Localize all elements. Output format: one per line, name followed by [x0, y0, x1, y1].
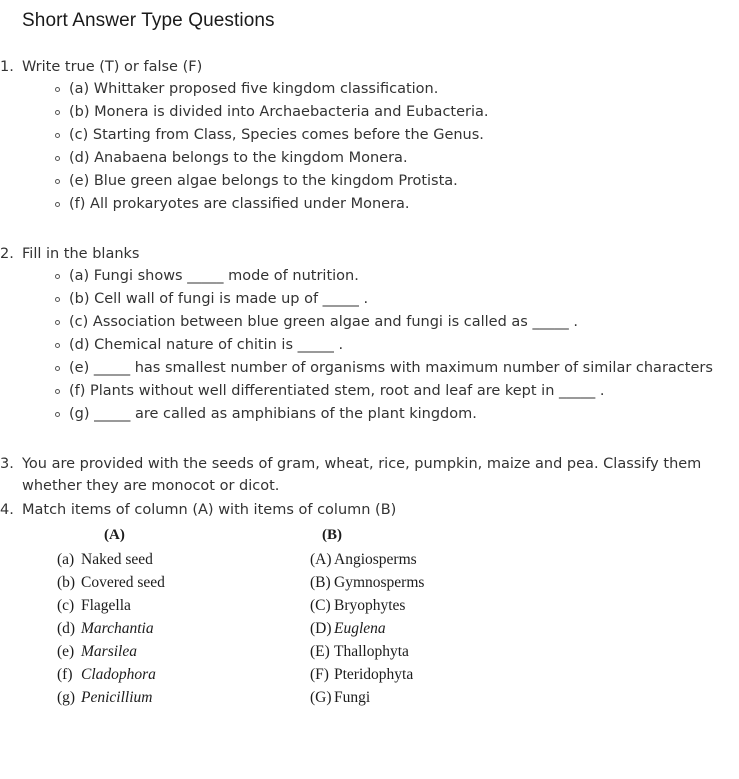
match-cell-column-b-tag: (F) — [310, 666, 329, 683]
question-2-item-e-text: (e) _____ has smallest number of organisms with maximum number of similar characters — [69, 360, 713, 376]
match-cell-column-b-value: Angiosperms — [334, 551, 417, 568]
question-1-text: Write true (T) or false (F) — [22, 59, 203, 75]
bullet-circle-icon — [55, 179, 60, 184]
question-2-text: Fill in the blanks — [22, 246, 140, 262]
question-3-number: 3. — [0, 456, 14, 472]
question-2-item-e — [22, 357, 739, 380]
bullet-circle-icon — [55, 110, 60, 115]
match-cell-column-a-value: Covered seed — [81, 574, 165, 591]
match-cell-column-b — [310, 686, 370, 709]
question-2 — [0, 243, 739, 426]
match-table-header-row — [0, 527, 739, 548]
match-cell-column-a — [57, 686, 152, 709]
question-1-item-d — [22, 147, 739, 170]
question-2-item-g — [22, 403, 739, 426]
match-cell-column-b-tag: (D) — [310, 620, 332, 637]
question-4-text: Match items of column (A) with items of column (B) — [22, 502, 397, 518]
question-1-number: 1. — [0, 59, 14, 75]
match-cell-column-b-tag: (G) — [310, 689, 332, 706]
match-cell-column-b — [310, 663, 413, 686]
match-column-a-header: (A) — [104, 527, 125, 543]
match-cell-column-b-tag: (A) — [310, 551, 332, 568]
match-table-row — [0, 571, 739, 594]
bullet-circle-icon — [55, 366, 60, 371]
bullet-circle-icon — [55, 389, 60, 394]
match-cell-column-b-value: Fungi — [334, 689, 371, 706]
match-cell-column-b-value: Thallophyta — [334, 643, 409, 660]
match-cell-column-a-value: Cladophora — [81, 666, 156, 683]
question-2-item-a-text: (a) Fungi shows _____ mode of nutrition. — [69, 268, 359, 284]
question-1-item-e — [22, 170, 739, 193]
question-1-item-f — [22, 193, 739, 216]
match-cell-column-a — [57, 640, 137, 663]
question-3 — [0, 453, 739, 497]
match-table-row — [0, 594, 739, 617]
match-cell-column-a-value: Flagella — [81, 597, 131, 614]
question-1-subitems — [22, 78, 739, 216]
match-cell-column-a-value: Marsilea — [81, 643, 137, 660]
question-1-item-a-text: (a) Whittaker proposed five kingdom classification. — [69, 81, 439, 97]
question-1-item-c-text: (c) Starting from Class, Species comes before the Genus. — [69, 127, 484, 143]
match-cell-column-b-value: Euglena — [334, 620, 386, 637]
question-2-item-f — [22, 380, 739, 403]
question-2-item-g-text: (g) _____ are called as amphibians of the plant kingdom. — [69, 406, 477, 422]
match-cell-column-b-tag: (E) — [310, 643, 330, 660]
match-cell-column-a-tag: (g) — [57, 689, 76, 706]
match-table-row — [0, 548, 739, 571]
match-cell-column-a — [57, 594, 131, 617]
match-cell-column-b — [310, 617, 386, 640]
question-1-item-b-text: (b) Monera is divided into Archaebacteria and Eubacteria. — [69, 104, 489, 120]
match-cell-column-a — [57, 663, 156, 686]
match-columns-table — [0, 527, 739, 709]
match-cell-column-b-value: Gymnosperms — [334, 574, 425, 591]
question-4-number: 4. — [0, 502, 14, 518]
match-cell-column-a-tag: (f) — [57, 666, 73, 683]
match-cell-column-a-tag: (e) — [57, 643, 75, 660]
match-table-row — [0, 640, 739, 663]
match-column-b-header: (B) — [322, 527, 342, 543]
bullet-circle-icon — [55, 274, 60, 279]
match-cell-column-b — [310, 548, 417, 571]
question-4 — [0, 499, 739, 521]
question-2-item-d — [22, 334, 739, 357]
question-1-item-f-text: (f) All prokaryotes are classified under Monera. — [69, 196, 410, 212]
page-title: Short Answer Type Questions — [22, 10, 275, 31]
match-table-row — [0, 686, 739, 709]
match-cell-column-a-tag: (d) — [57, 620, 76, 637]
question-2-item-b — [22, 288, 739, 311]
match-cell-column-a — [57, 548, 153, 571]
bullet-circle-icon — [55, 133, 60, 138]
question-1-item-a — [22, 78, 739, 101]
match-cell-column-b — [310, 594, 405, 617]
question-3-text: You are provided with the seeds of gram, wheat, rice, pumpkin, maize and pea. Classify them whether they are monocot or dicot. — [22, 456, 702, 494]
question-2-item-d-text: (d) Chemical nature of chitin is _____ . — [69, 337, 344, 353]
question-2-subitems — [22, 265, 739, 426]
match-cell-column-b-tag: (B) — [310, 574, 331, 591]
question-2-number: 2. — [0, 246, 14, 262]
question-1-item-b — [22, 101, 739, 124]
question-1-item-c — [22, 124, 739, 147]
question-2-item-a — [22, 265, 739, 288]
match-cell-column-b — [310, 640, 409, 663]
question-list — [0, 56, 739, 521]
match-cell-column-a-value: Marchantia — [81, 620, 154, 637]
question-1 — [0, 56, 739, 216]
match-cell-column-a-value: Naked seed — [81, 551, 153, 568]
match-table-body — [0, 548, 739, 709]
bullet-circle-icon — [55, 202, 60, 207]
bullet-circle-icon — [55, 297, 60, 302]
match-cell-column-a — [57, 571, 165, 594]
bullet-circle-icon — [55, 343, 60, 348]
match-cell-column-b-value: Pteridophyta — [334, 666, 414, 683]
match-cell-column-b — [310, 571, 424, 594]
match-cell-column-a-tag: (c) — [57, 597, 75, 614]
bullet-circle-icon — [55, 87, 60, 92]
question-1-item-e-text: (e) Blue green algae belongs to the kingdom Protista. — [69, 173, 458, 189]
match-table-row — [0, 663, 739, 686]
match-cell-column-a — [57, 617, 154, 640]
question-2-item-c — [22, 311, 739, 334]
match-cell-column-b-tag: (C) — [310, 597, 331, 614]
match-cell-column-b-value: Bryophytes — [334, 597, 406, 614]
match-table-row — [0, 617, 739, 640]
question-2-item-c-text: (c) Association between blue green algae and fungi is called as _____ . — [69, 314, 578, 330]
question-2-item-f-text: (f) Plants without well differentiated stem, root and leaf are kept in _____ . — [69, 383, 605, 399]
question-2-item-b-text: (b) Cell wall of fungi is made up of _____ . — [69, 291, 369, 307]
bullet-circle-icon — [55, 156, 60, 161]
question-1-item-d-text: (d) Anabaena belongs to the kingdom Monera. — [69, 150, 408, 166]
match-cell-column-a-tag: (b) — [57, 574, 76, 591]
match-cell-column-a-tag: (a) — [57, 551, 75, 568]
bullet-circle-icon — [55, 412, 60, 417]
match-cell-column-a-value: Penicillium — [81, 689, 153, 706]
bullet-circle-icon — [55, 320, 60, 325]
